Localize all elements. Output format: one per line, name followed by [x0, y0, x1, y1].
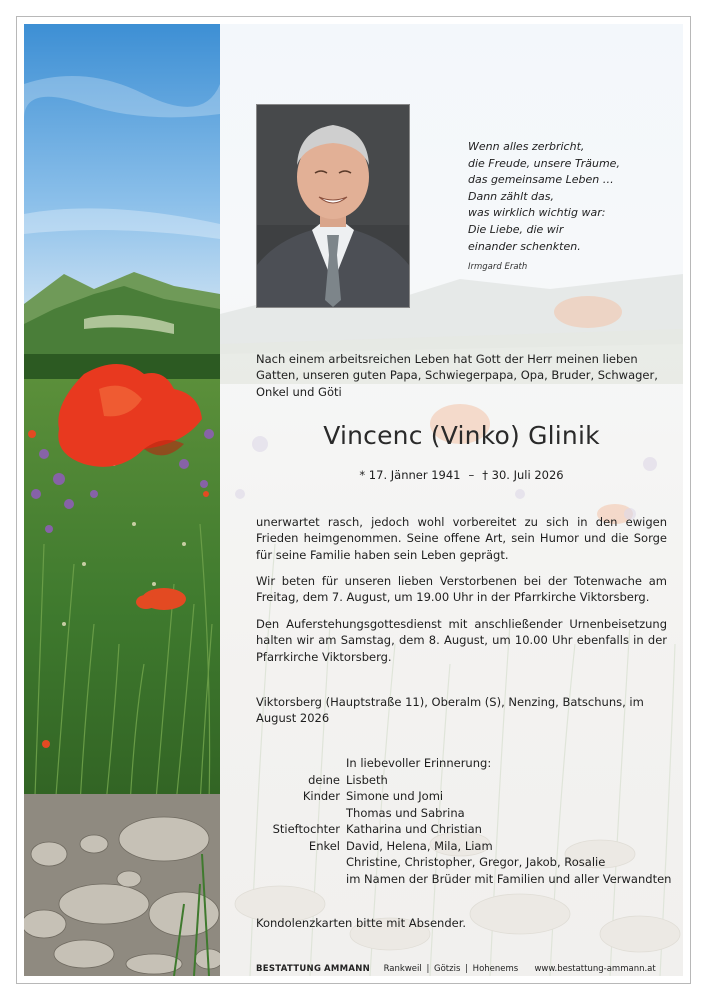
relation-label: Enkel — [308, 838, 340, 853]
family-row — [256, 772, 676, 789]
town-hohenems: Hohenems — [472, 964, 519, 974]
family-names: David, Helena, Mila, Liam — [346, 838, 493, 853]
memorial-quote — [468, 139, 678, 276]
family-names: im Namen der Brüder mit Familien und aller Verwandten — [346, 871, 672, 886]
portrait-photo — [256, 104, 410, 308]
meadow-photo — [24, 24, 220, 976]
family-names: Thomas und Sabrina — [346, 805, 465, 820]
relation-label — [256, 805, 346, 822]
death-date: † 30. Juli 2026 — [482, 468, 564, 482]
brand-name-a: BESTATTUNG — [256, 964, 322, 974]
birth-date: * 17. Jänner 1941 — [359, 468, 461, 482]
relation-label — [256, 871, 346, 888]
quote-author: Irmgard Erath — [468, 262, 528, 273]
life-dates — [256, 468, 667, 482]
quote-line: Dann zählt das, — [468, 189, 554, 203]
family-row — [256, 871, 676, 888]
place-and-date: Viktorsberg (Hauptstraße 11), Oberalm (S), Nenzing, Batschuns, im August 2026 — [256, 695, 644, 726]
quote-line: Wenn alles zerbricht, — [468, 140, 585, 153]
quote-line: was wirklich wichtig war: — [468, 206, 606, 220]
town-rankweil: Rankweil — [383, 964, 422, 974]
family-row — [256, 838, 676, 855]
family-list — [256, 755, 676, 887]
town-goetzis: Götzis — [434, 964, 461, 974]
quote-line: das gemeinsame Leben … — [468, 173, 614, 187]
relation-label: deine — [308, 772, 340, 787]
relation-label: Stieftochter — [272, 822, 340, 836]
paragraph-wake: Wir beten für unseren lieben Verstorbenen bei der Totenwache am Freitag, dem 7. August, um 19.00 Uhr in der Pfarrkirche Viktorsberg. — [256, 574, 667, 605]
family-row — [256, 788, 676, 805]
family-heading-row — [256, 755, 676, 772]
website-link[interactable]: www.bestattung-ammann.at — [534, 964, 656, 974]
condolence-note: Kondolenzkarten bitte mit Absender. — [256, 916, 467, 930]
town-separator: | — [426, 964, 430, 974]
family-row — [256, 805, 676, 822]
family-row — [256, 854, 676, 871]
town-separator: | — [465, 964, 468, 974]
intro-text: Nach einem arbeitsreichen Leben hat Gott der Herr meinen lieben Gatten, unseren guten Papa, Schwiegerpapa, Opa, Bruder, Schwager, Onkel und Göti — [256, 352, 658, 399]
family-heading: In liebevoller Erinnerung: — [346, 756, 492, 770]
quote-line: die Freude, unsere Träume, — [468, 156, 620, 170]
paragraph-funeral: Den Auferstehungsgottesdienst mit anschließender Urnenbeisetzung halten wir am Samstag, dem 8. August, um 10.00 Uhr ebenfalls in der Pfarrkirche Viktorsberg. — [256, 617, 667, 664]
brand-name-b: AMMANN — [323, 964, 371, 974]
family-names: Katharina und Christian — [346, 822, 482, 836]
quote-line: einander schenkten. — [468, 239, 581, 253]
deceased-name: Vincenc (Vinko) Glinik — [323, 421, 600, 450]
date-dash: – — [468, 468, 475, 482]
family-row — [256, 821, 676, 838]
relation-label: Kinder — [302, 789, 340, 803]
family-names: Christine, Christopher, Gregor, Jakob, Rosalie — [346, 855, 606, 869]
quote-line: Die Liebe, die wir — [468, 222, 564, 236]
family-names: Lisbeth — [346, 772, 388, 787]
paragraph-passing: unerwartet rasch, jedoch wohl vorbereitet zu sich in den ewigen Frieden heimgenommen. Seine offene Art, sein Humor und die Sorge für seine Familie haben sein Leben geprägt. — [256, 515, 667, 562]
obituary-card — [16, 16, 691, 984]
funeral-home-footer — [256, 964, 676, 974]
relation-label — [256, 854, 346, 871]
family-names: Simone und Jomi — [346, 789, 444, 803]
